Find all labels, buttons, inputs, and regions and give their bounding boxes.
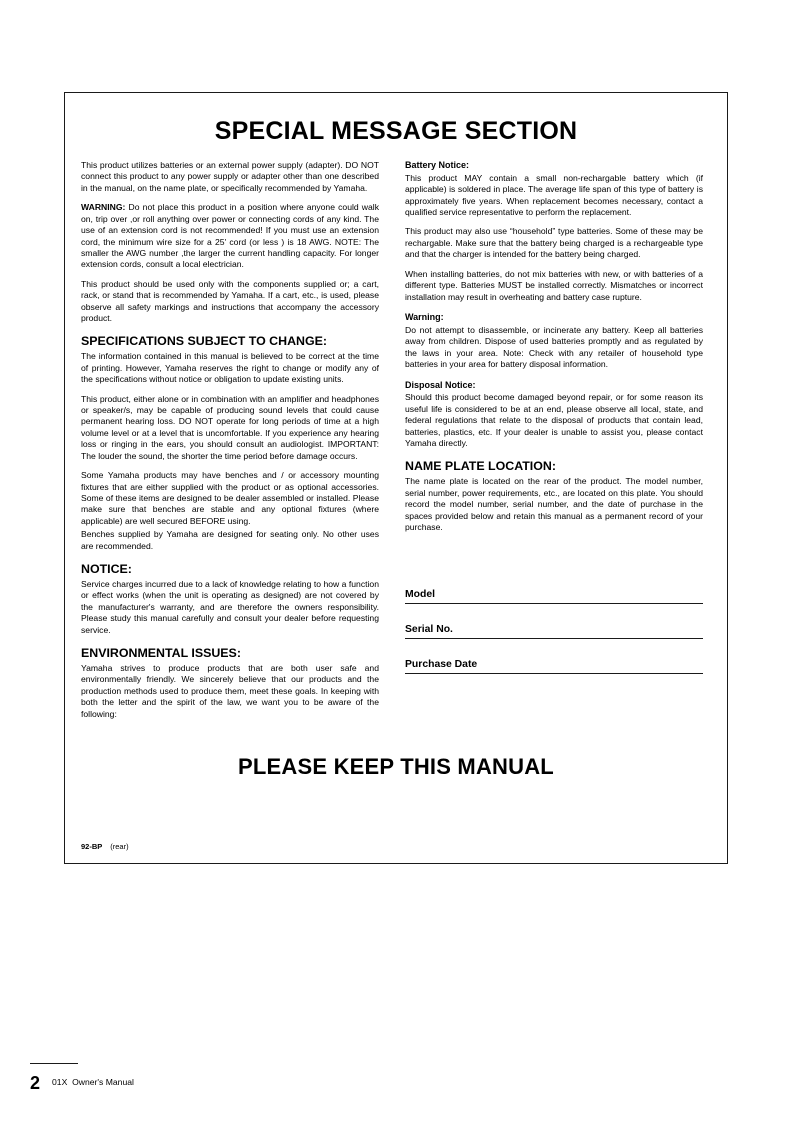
battery-notice-heading: Battery Notice: — [405, 160, 470, 170]
page-title: SPECIAL MESSAGE SECTION — [214, 117, 578, 145]
left-column — [81, 160, 379, 728]
notice-paragraph: Service charges incurred due to a lack of knowledge relating to how a function or effect works (when the unit is operating as designed) are not covered by the manufacturer's warranty, and are therefore the owners responsibility. Please study this manual carefully and consult your dealer before requesting service. — [81, 578, 379, 635]
two-column-body — [81, 160, 711, 728]
intro-paragraph: This product utilizes batteries or an external power supply (adapter). DO NOT connect this product to any power supply or adapter other than one described in the manual, on the name plate, or specifically recommended by Yamaha. — [81, 160, 379, 193]
specifications-paragraph: The information contained in this manual is believed to be correct at the time of printing. However, Yamaha reserves the right to change or modify any of the specifications without notice or obligation to update existing units. — [81, 351, 379, 385]
page-number: 2 — [30, 1073, 41, 1093]
record-fields — [405, 589, 703, 674]
disposal-notice-heading: Disposal Notice: — [405, 379, 476, 390]
field-purchase-date — [405, 659, 703, 674]
battery-warning-heading: Warning: — [405, 312, 444, 323]
notice-heading: NOTICE: — [81, 562, 132, 577]
form-code-note: (rear) — [110, 842, 129, 851]
field-purchase-date-label: Purchase Date — [405, 659, 478, 671]
benches-paragraph-2: Benches supplied by Yamaha are designed for seating only. No other uses are recommended. — [81, 529, 379, 551]
benches-paragraph: Some Yamaha products may have benches and / or accessory mounting fixtures that are either supplied with the product or as optional accessories. Some of these items are designed to be dealer assembled or installed. Please make sure that benches are stable and any optional fixtures (where applicable) are well secured BEFORE using. — [81, 470, 379, 526]
name-plate-paragraph: The name plate is located on the rear of the product. The model number, serial number, power requirements, etc., are located on this plate. You should record the model number, serial number, and the date of purchase in the spaces provided below and retain this manual as a permanent record of your purchase. — [405, 476, 703, 532]
environmental-paragraph: Yamaha strives to produce products that are both user safe and environmentally friendly. We sincerely believe that our products and the production methods used to produce them, meet these goals. In keeping with both the letter and the spirit of the law, we want you to be aware of the following: — [81, 662, 379, 719]
form-code-value: 92-BP — [81, 842, 103, 851]
field-model-label: Model — [405, 589, 436, 601]
battery-warning-paragraph: Do not attempt to disassemble, or incinerate any battery. Keep all batteries away from children. Dispose of used batteries promptly and as regulated by the laws in your area. Note: Check with any retailer of household type batteries in your area for battery disposal information. — [405, 324, 703, 370]
right-column — [405, 160, 703, 694]
battery-paragraph-3: When installing batteries, do not mix batteries with new, or with batteries of a different type. Batteries MUST be installed correctly. Mismatches or incorrect installation may result in overheating and battery case rupture. — [405, 268, 703, 302]
warning-paragraph — [81, 202, 379, 271]
environmental-heading: ENVIRONMENTAL ISSUES: — [81, 646, 241, 661]
field-model — [405, 589, 703, 604]
field-model-input[interactable] — [405, 603, 703, 604]
content-frame — [64, 92, 728, 864]
form-code — [81, 842, 129, 851]
frame-inner — [81, 107, 711, 853]
footer-divider — [30, 1063, 78, 1065]
field-serial-no-input[interactable] — [405, 638, 703, 639]
battery-paragraph-2: This product may also use “household” type batteries. Some of these may be rechargable. Make sure that the battery being charged is a rechargeable type and that the charger is intended for the battery being charged. — [405, 226, 703, 260]
field-serial-no — [405, 624, 703, 639]
disposal-paragraph: Should this product become damaged beyond repair, or for some reason its useful life is considered to be at an end, please observe all local, state, and federal regulations that relate to the disposal of products that contain lead, batteries, plastics, etc. If your dealer is unable to assist you, please contact Yamaha directly. — [405, 392, 703, 448]
name-plate-heading: NAME PLATE LOCATION: — [405, 459, 556, 474]
warning-lead: WARNING: — [81, 202, 126, 213]
hearing-paragraph: This product, either alone or in combination with an amplifier and headphones or speaker/s, may be capable of producing sound levels that could cause permanent hearing loss. DO NOT operate for long periods of time at a high volume level or at a level that is uncomfortable. If you experience any hearing loss or ringing in the ears, you should consult an audiologist. IMPORTANT: The louder the sound, the shorter the time period before damage occurs. — [81, 393, 379, 461]
footer-manual-text: Owner's Manual — [72, 1077, 134, 1088]
battery-paragraph-1: This product MAY contain a small non-rechargable battery which (if applicable) is soldered in place. The average life span of this type of battery is approximately five years. When replacement becomes necessary, contact a qualified service representative to perform the replacement. — [405, 172, 703, 218]
page-footer — [30, 1074, 134, 1092]
components-paragraph: This product should be used only with the components supplied or; a cart, rack, or stand that is recommended by Yamaha. If a cart, etc., is used, please observe all safety markings and instructions that accompany the accessory product. — [81, 278, 379, 324]
field-serial-no-label: Serial No. — [405, 624, 453, 636]
warning-body: Do not place this product in a position where anyone could walk on, trip over ,or roll anything over power or connecting cords of any kind. The use of an extension cord is not recommended! If you must use an extension cord, the minimum wire size for a 25' cord (or less ) is 18 AWG. NOTE: The smaller the AWG number ,the larger the current handling capacity. For longer extension cords, consult a local electrician. — [81, 202, 379, 270]
keep-manual-title: PLEASE KEEP THIS MANUAL — [238, 754, 554, 780]
specifications-heading: SPECIFICATIONS SUBJECT TO CHANGE: — [81, 334, 327, 349]
footer-manual-label — [52, 1078, 134, 1088]
field-purchase-date-input[interactable] — [405, 673, 703, 674]
footer-model: 01X — [52, 1077, 68, 1088]
